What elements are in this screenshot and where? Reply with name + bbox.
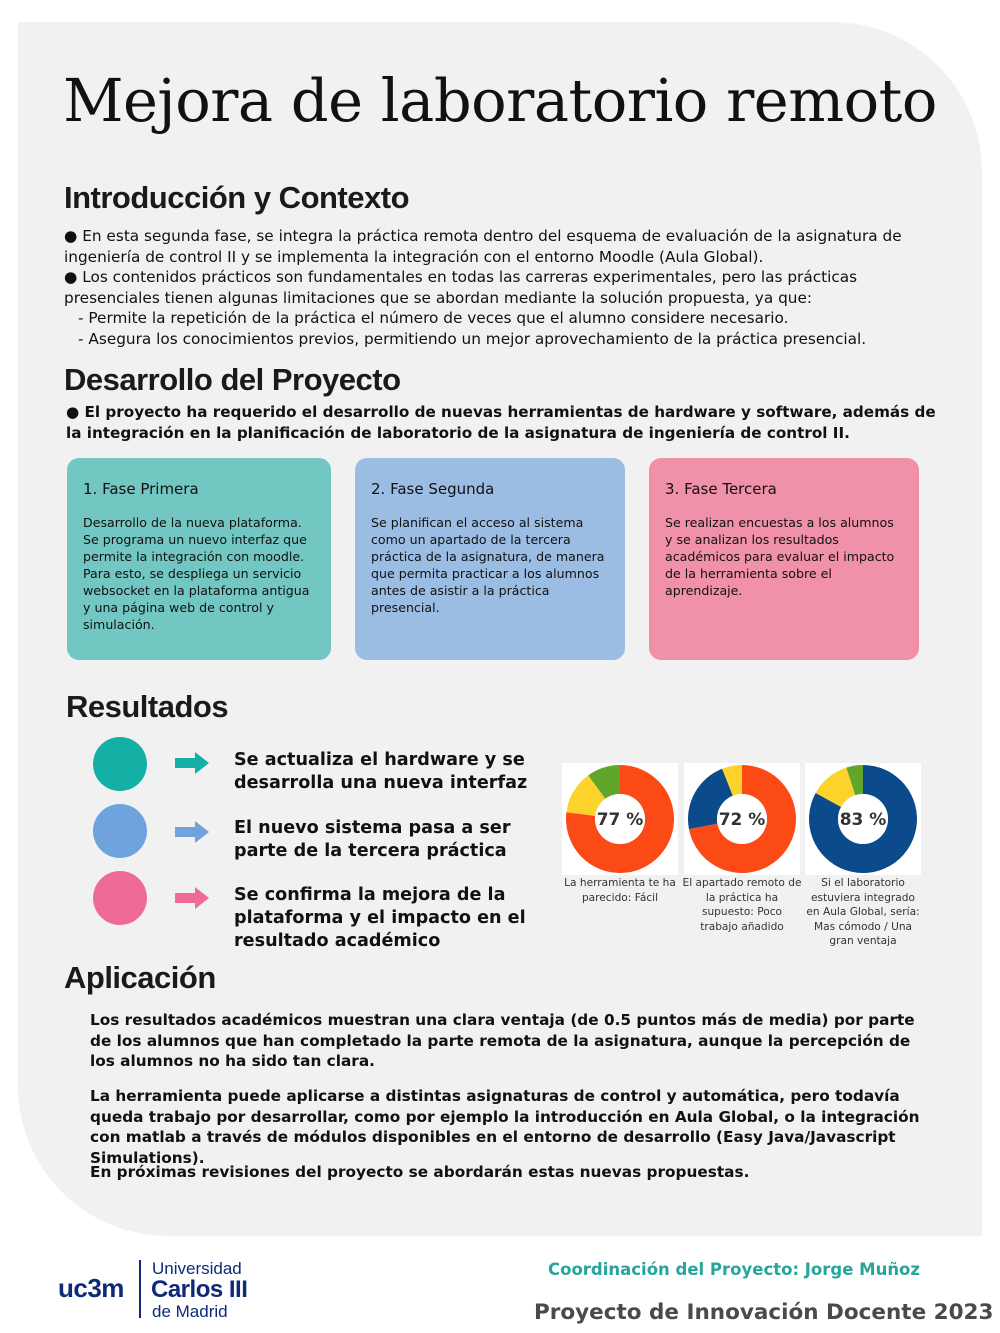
arrow-right-icon (175, 887, 209, 909)
result-circle-3 (93, 871, 147, 925)
result-text-1: Se actualiza el hardware y se desarrolla una nueva interfaz (234, 750, 528, 793)
logo-line-2: Carlos III (151, 1276, 248, 1303)
logo-line-1: Universidad (152, 1259, 242, 1278)
project-title: Proyecto de Innovación Docente 2023 (534, 1300, 994, 1325)
intro-bullet-2: - Asegura los conocimientos previos, permitiendo un mejor aprovechamiento de la práctica presencial. (78, 329, 867, 348)
arrow-right-icon (175, 821, 209, 843)
donut-caption-2: El apartado remoto de la práctica ha supuesto: Poco trabajo añadido (682, 877, 802, 933)
donut-svg (562, 763, 678, 875)
phase-body: Se planifican el acceso al sistema como un apartado de la tercera práctica de la asignatura, de manera que permita practicar a los alumnos antes de asistir a la práctica presencial. (371, 515, 605, 615)
application-heading: Aplicación (64, 960, 216, 995)
application-paragraph-3: En próximas revisiones del proyecto se abordarán estas nuevas propuestas. (90, 1163, 750, 1181)
result-circle-1 (93, 737, 147, 791)
intro-heading: Introducción y Contexto (64, 180, 409, 215)
application-paragraph-2: La herramienta puede aplicarse a distintas asignaturas de control y automática, pero todavía queda trabajo por desarrollar, como por ejemplo la introducción en Aula Global, o la integración con matlab a través de módulos disponibles en el entorno de desarrollo (Easy Java/Javascript Simulations). (90, 1087, 920, 1167)
logo-line-3: de Madrid (152, 1302, 228, 1321)
intro-bullet-1: - Permite la repetición de la práctica el número de veces que el alumno considere necesario. (78, 309, 789, 327)
uc3m-logo-text: uc3m (58, 1273, 124, 1303)
logo-divider (139, 1260, 141, 1318)
phase-title: 2. Fase Segunda (371, 480, 495, 498)
donut-svg (805, 763, 921, 875)
result-text-2: El nuevo sistema pasa a ser parte de la tercera práctica (234, 818, 511, 861)
donut-chart-3 (805, 763, 921, 875)
donut-svg (684, 763, 800, 875)
development-text: ● El proyecto ha requerido el desarrollo de nuevas herramientas de hardware y software, además de la integración en la planificación de laboratorio de la asignatura de ingeniería de control II. (66, 403, 936, 442)
phase-title: 1. Fase Primera (83, 480, 199, 498)
donut-chart-1 (562, 763, 678, 875)
donut-caption-1: La herramienta te ha parecido: Fácil (564, 877, 676, 904)
intro-text (64, 226, 934, 349)
phase-card-3 (649, 458, 919, 660)
phase-card-1 (67, 458, 331, 660)
results-heading: Resultados (66, 689, 229, 724)
result-circle-2 (93, 804, 147, 858)
donut-caption-3: Si el laboratorio estuviera integrado en Aula Global, sería: Mas cómodo / Una gran ventaja (806, 877, 920, 947)
result-text-3: Se confirma la mejora de la plataforma y el impacto en el resultado académico (234, 885, 526, 951)
arrow-right-icon (175, 752, 209, 774)
donut-label: 72 % (718, 810, 766, 830)
donut-label: 83 % (839, 810, 887, 830)
phase-body: Se realizan encuestas a los alumnos y se analizan los resultados académicos para evaluar el impacto de la herramienta sobre el aprendizaje. (665, 515, 895, 598)
phase-title: 3. Fase Tercera (665, 480, 777, 498)
coordination-text: Coordinación del Proyecto: Jorge Muñoz (548, 1260, 920, 1279)
page-title: Mejora de laboratorio remoto (63, 66, 937, 135)
donut-label: 77 % (596, 810, 644, 830)
intro-paragraph-1: ● En esta segunda fase, se integra la práctica remota dentro del esquema de evaluación de la asignatura de ingeniería de control II y se implementa la integración con el entorno Moodle (Aula Global). (64, 227, 902, 266)
phase-card-2 (355, 458, 625, 660)
phase-body: Desarrollo de la nueva plataforma. Se programa un nuevo interfaz que permite la integración con moodle. Para esto, se despliega un servicio websocket en la plataforma antigua y una página web de control y simulación. (83, 515, 310, 632)
donut-chart-2 (684, 763, 800, 875)
application-paragraph-1: Los resultados académicos muestran una clara ventaja (de 0.5 puntos más de media) por parte de los alumnos que han completado la parte remota de la asignatura, aunque la percepción de los alumnos no ha sido tan clara. (90, 1011, 915, 1070)
intro-paragraph-2: ● Los contenidos prácticos son fundamentales en todas las carreras experimentales, pero las prácticas presenciales tienen algunas limitaciones que se abordan mediante la solución propuesta, ya que: (64, 268, 858, 307)
development-heading: Desarrollo del Proyecto (64, 362, 401, 397)
